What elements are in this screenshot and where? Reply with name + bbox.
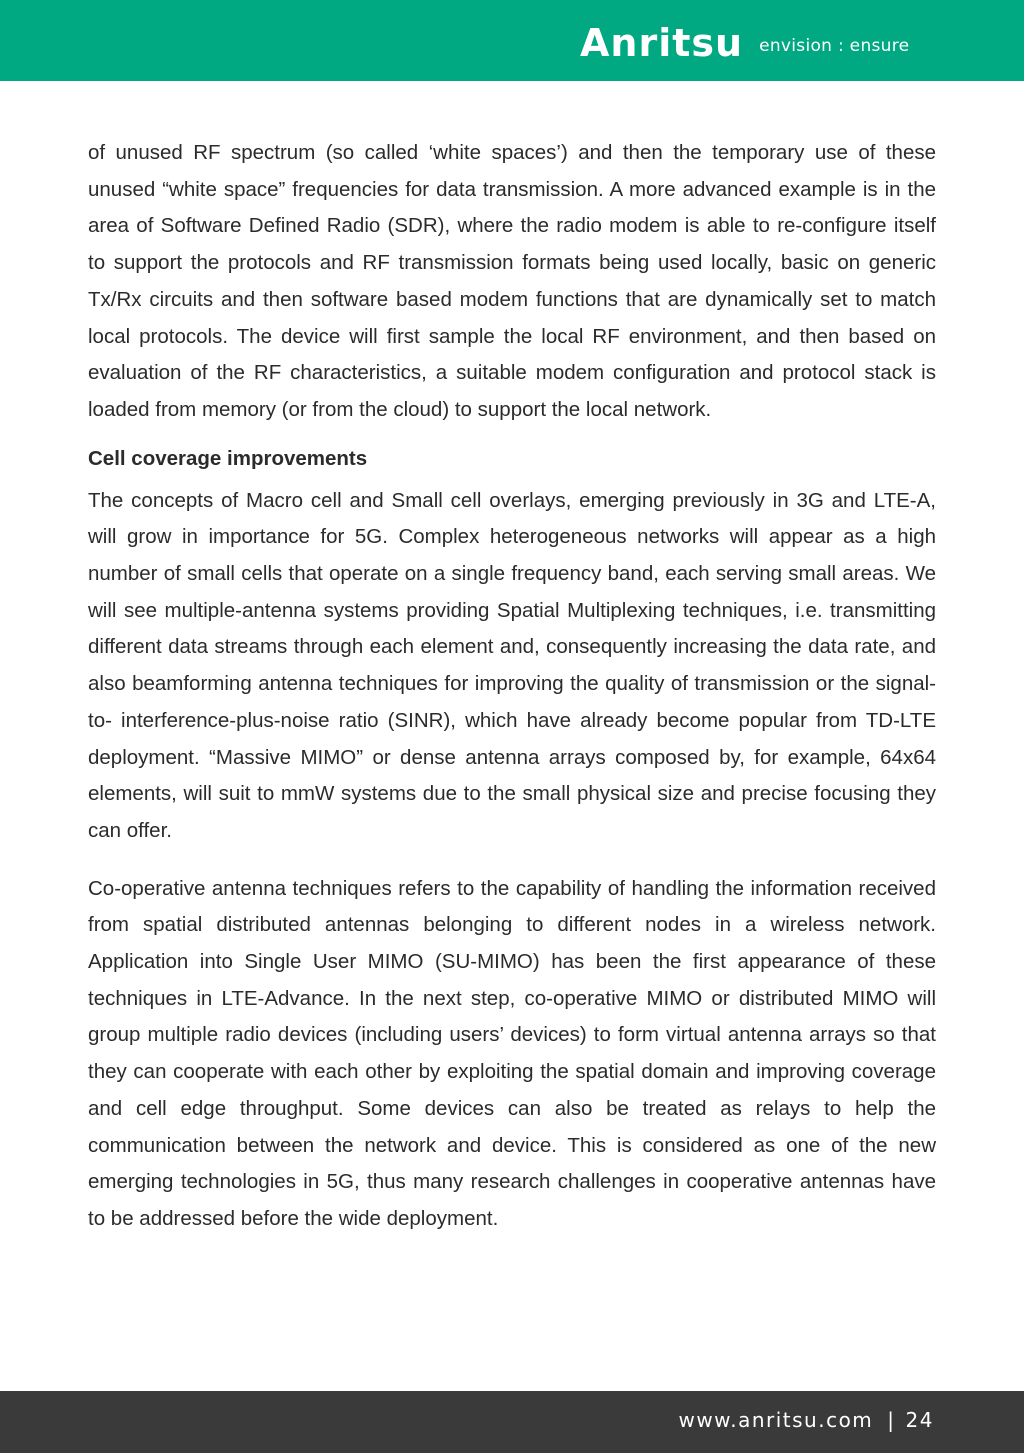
paragraph-white-spaces-sdr: of unused RF spectrum (so called ‘white spaces’) and then the temporary use of these unused “white space” frequencies for data transmission. A more advanced example is in the area of Software Defined Radio (SDR), where the radio modem is able to re-configure itself to support the protocols and RF transmission formats being used locally, basic on generic Tx/Rx circuits and then software based modem functions that are dynamically set to match local protocols. The device will first sample the local RF environment, and then based on evaluation of the RF characteristics, a suitable modem configuration and protocol stack is loaded from memory (or from the cloud) to support the local network. [88,141,936,421]
paragraph-cooperative-antennas: Co-operative antenna techniques refers to the capability of handling the information received from spatial distributed antennas belonging to different nodes in a wireless network. Application into Single User MIMO (SU-MIMO) has been the first appearance of these techniques in LTE-Advance. In the next step, co-operative MIMO or distributed MIMO will group multiple radio devices (including users’ devices) to form virtual antenna arrays so that they can cooperate with each other by exploiting the spatial domain and improving coverage and cell edge throughput. Some devices can also be treated as relays to help the communication between the network and device. This is considered as one of the new emerging technologies in 5G, thus many research challenges in cooperative antennas have to be addressed before the wide deployment. [88,876,936,1230]
paragraph-spacer [88,850,936,871]
page-number: 24 [905,1408,934,1432]
footer-separator: | [887,1408,896,1432]
page-header [0,0,1024,81]
brand-tagline: envision : ensure [759,36,910,56]
section-heading: Cell coverage improvements [88,446,368,470]
anritsu-logo [580,20,909,66]
article-body [88,135,936,1238]
page-footer [0,1391,1024,1453]
paragraph-macro-small-cells: The concepts of Macro cell and Small cell overlays, emerging previously in 3G and LTE-A, will grow in importance for 5G. Complex heterogeneous networks will appear as a high number of small cells that operate on a single frequency band, each serving small areas. We will see multiple-antenna systems providing Spatial Multiplexing techniques, i.e. transmitting different data streams through each element and, consequently increasing the data rate, and also beamforming antenna techniques for improving the quality of transmission or the signal-to- interference-plus-noise ratio (SINR), which have already become popular from TD-LTE deployment. “Massive MIMO” or dense antenna arrays composed by, for example, 64x64 elements, will suit to mmW systems due to the small physical size and precise focusing they can offer. [88,488,936,842]
footer-url[interactable]: www.anritsu.com [678,1408,874,1432]
brand-logo-text: Anritsu [580,21,744,65]
footer-info [678,1408,934,1432]
